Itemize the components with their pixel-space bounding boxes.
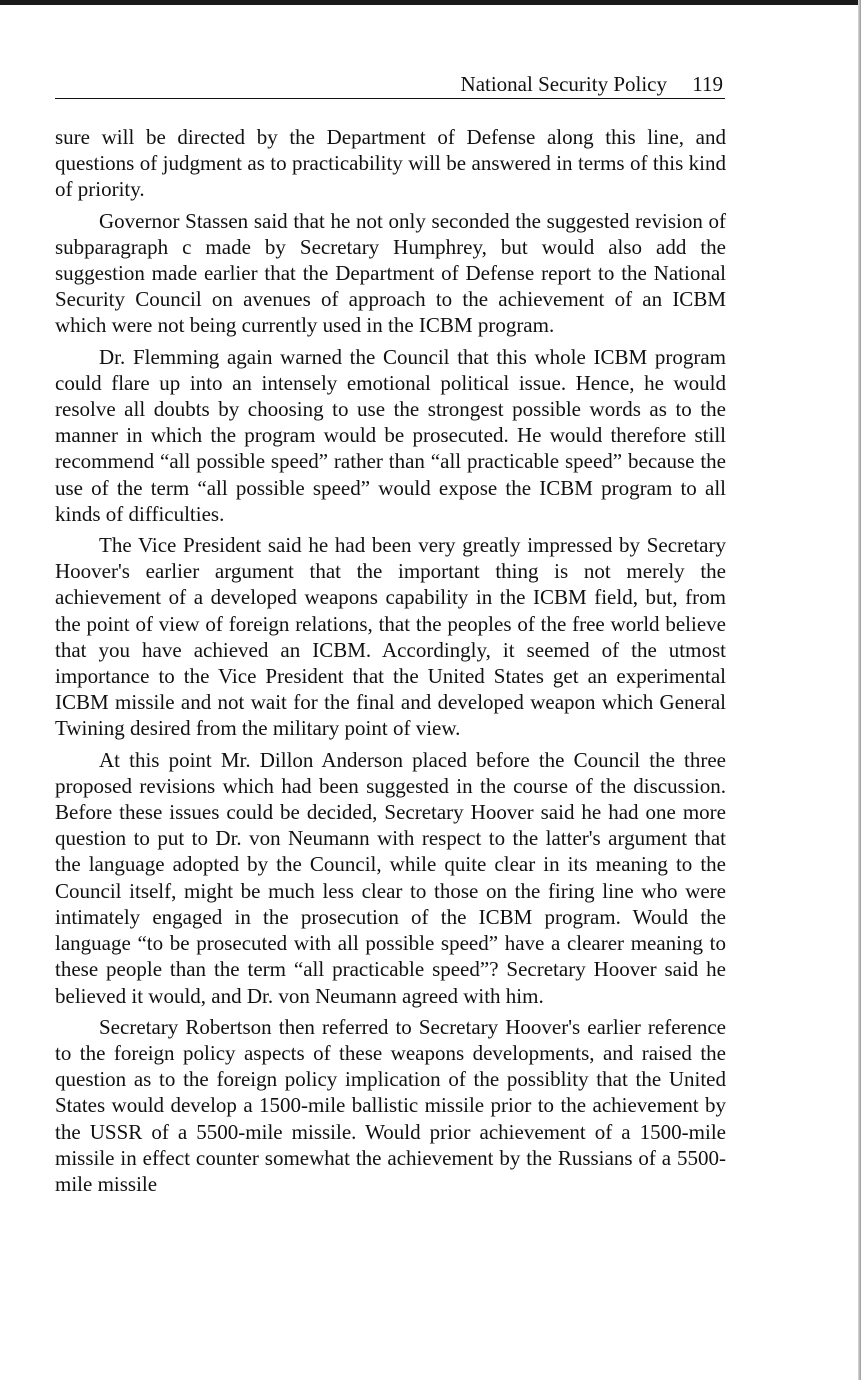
paragraph-continued: sure will be directed by the Department of Defense along this line, and questions of judgment as to practicability will be answered in terms of this kind of priority. <box>55 125 726 202</box>
paragraph-robertson: Secretary Robertson then referred to Secretary Hoover's earlier reference to the foreign policy aspects of these weapons developments, and raised the question as to the foreign policy implication of the possiblity that the United States would develop a 1500-mile ballistic missile prior to the achievement by the USSR of a 5500-mile missile. Would prior achievement of a 1500-mile missile in effect counter somewhat the achievement by the Russians of a 5500-mile missile <box>55 1014 726 1196</box>
body-text <box>55 124 726 1202</box>
paragraph-flemming: Dr. Flemming again warned the Council that this whole ICBM program could flare up into an intensely emotional political issue. Hence, he would resolve all doubts by choosing to use the strongest possible words as to the manner in which the program would be prosecuted. He would therefore still recommend “all possible speed” rather than “all practicable speed” because the use of the term “all possible speed” would expose the ICBM program to all kinds of difficulties. <box>55 344 726 526</box>
page-top-edge <box>0 0 861 5</box>
paragraph-anderson: At this point Mr. Dillon Anderson placed before the Council the three proposed revisions which had been suggested in the course of the discussion. Before these issues could be decided, Secretary Hoover said he had one more question to put to Dr. von Neumann with respect to the latter's argument that the language adopted by the Council, while quite clear in its meaning to the Council itself, might be much less clear to those on the firing line who were intimately engaged in the prosecution of the ICBM program. Would the language “to be prosecuted with all possible speed” have a clearer meaning to these people than the term “all practicable speed”? Secretary Hoover said he believed it would, and Dr. von Neumann agreed with him. <box>55 747 726 1008</box>
paragraph-stassen: Governor Stassen said that he not only seconded the suggested revision of subparagraph c made by Secretary Humphrey, but would also add the suggestion made earlier that the Department of Defense report to the National Security Council on avenues of approach to the achievement of an ICBM which were not being currently used in the ICBM program. <box>55 208 726 338</box>
running-title: National Security Policy <box>460 72 667 96</box>
page-number: 119 <box>692 72 723 96</box>
running-header <box>55 70 725 99</box>
paragraph-vice-president: The Vice President said he had been very greatly impressed by Secretary Hoover's earlier argument that the important thing is not merely the achievement of a developed weapons capability in the ICBM field, but, from the point of view of foreign relations, that the peoples of the free world believe that you have achieved an ICBM. Accordingly, it seemed of the utmost importance to the Vice President that the United States get an experimental ICBM missile and not wait for the final and developed weapon which General Twining desired from the military point of view. <box>55 533 726 741</box>
